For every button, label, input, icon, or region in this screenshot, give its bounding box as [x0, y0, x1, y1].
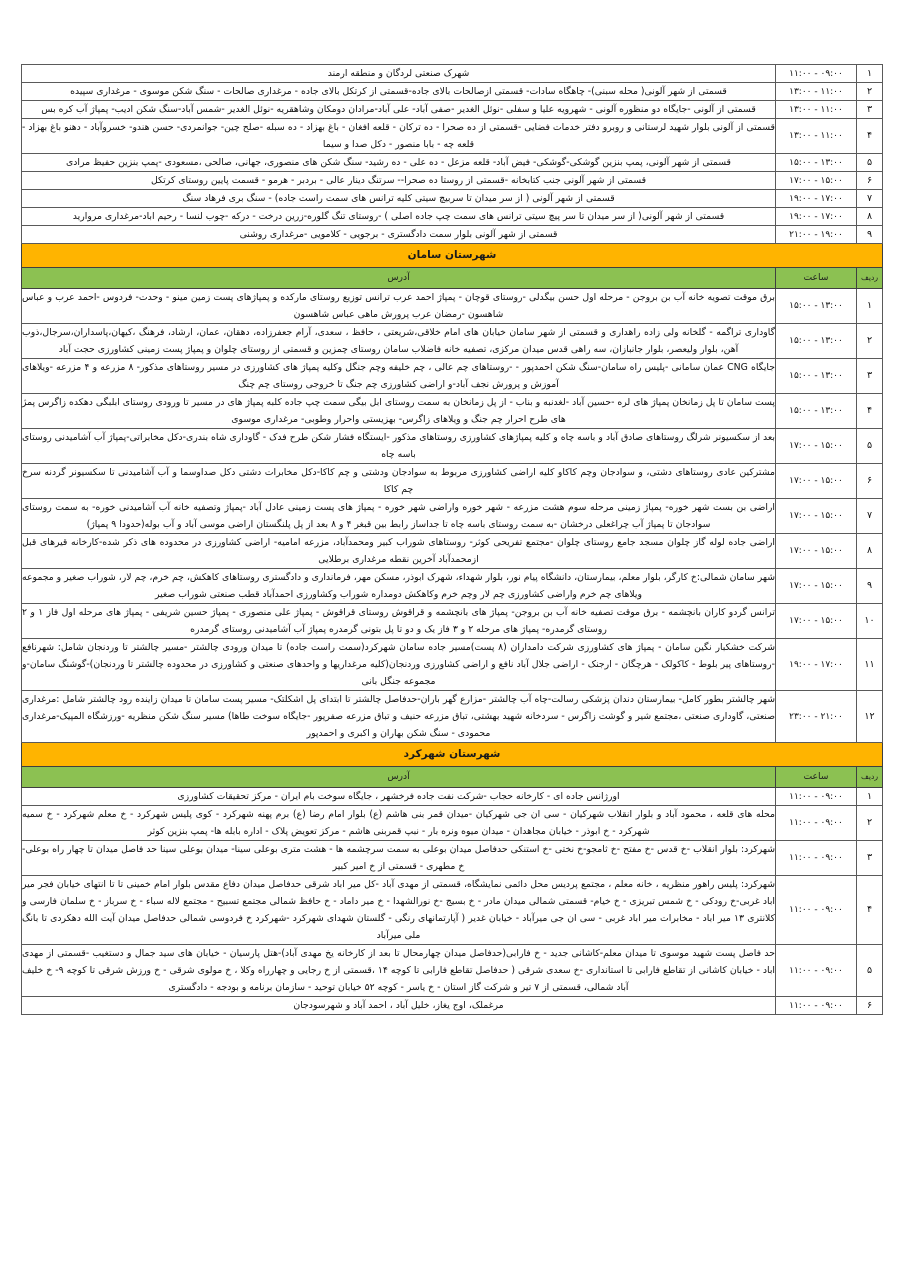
cell-time: ۰۹:۰۰ - ۱۱:۰۰ — [776, 876, 857, 945]
table-row — [22, 83, 883, 101]
table-row — [22, 806, 883, 841]
cell-address: پست سامان تا پل زمانخان پمپاژ های لره -حسین آباد -لغدنبه و بناب - از پل زمانخان به سمت روستای ابل بیگی سمت چپ جاده کلبه پمپاژ های در مسیر تا ورودی روستای ابلبگی دهکده زاگرس پمژ های طرح احرار چم جنگ و ویلاهای زاگرس- بهزیستی واحرار وطوبی- مرغداری موسوی — [22, 394, 776, 429]
cell-time: ۱۳:۰۰ - ۱۵:۰۰ — [776, 359, 857, 394]
cell-address: شرکت خشکبار نگین سامان - پمپاژ های کشاورزی شرکت دامداران (۸ پست)مسیر جاده سامان شهرکرد(سمت راست جاده) تا میدان ورودی چالشتر -مسیر چالشتر تا وردنجان شامل: شهرنافع -روستاهای پیر بلوط - کاکولک - هرچگان - ارجنک - اراضی جلال آباد نافع و اراضی کشاورزی وردنجان(کلیه مرغداریها و واحدهای صنعتی و کشاورزی در محدوده چالشتر تا وردنجان)-گوشنگ سامان-و مجموعه جنگل بانی — [22, 639, 776, 691]
cell-row-no: ۴ — [857, 394, 883, 429]
table-row — [22, 324, 883, 359]
cell-address: شهر چالشتر بطور کامل- بیمارستان دندان پزشکی رسالت-چاه آب چالشتر -مزارع گهر باران-حدفاصل چالشتر تا ابتدای پل اشکلتک- مسیر پست سامان تا میدان زاینده رود چالشتر شامل :مرغداری صنعتی، گاوداری صنعتی ،مجتمع شیر و گوشت زاگرس - سردخانه شهید بهشتی، تباق مزرعه حنیف و تباق مزرعه صفرپور -جایگاه سوخت طاها) مسیر سنگ شکن منظریه -ورزشگاه المپیک-مرغداری محمودی - سنگ شکن بهاران و اکبری و احمدپور — [22, 691, 776, 743]
cell-address: بعد از سکسیونر شرلگ روستاهای صادق آباد و باسه چاه و کلیه پمپاژهای کشاورزی روستاهای مذکور -ایستگاه فشار شکن طرح فدک - گاوداری شاه بندری-دکل مخابراتی-پمپاژ آب آشامیدنی روستای باسه چاه — [22, 429, 776, 464]
cell-time: ۰۹:۰۰ - ۱۱:۰۰ — [776, 945, 857, 997]
table-row — [22, 154, 883, 172]
outage-schedule-table — [21, 64, 883, 1015]
table-row — [22, 876, 883, 945]
section-header-label: شهرستان شهرکرد — [22, 743, 883, 767]
cell-row-no: ۸ — [857, 534, 883, 569]
cell-time: ۱۵:۰۰ - ۱۷:۰۰ — [776, 499, 857, 534]
cell-time: ۰۹:۰۰ - ۱۱:۰۰ — [776, 997, 857, 1015]
cell-row-no: ۷ — [857, 499, 883, 534]
cell-time: ۱۷:۰۰ - ۱۹:۰۰ — [776, 208, 857, 226]
table-row — [22, 119, 883, 154]
cell-row-no: ۴ — [857, 119, 883, 154]
table-body — [22, 65, 883, 1015]
cell-address: قسمتی از شهر آلونی، پمپ بنزین گوشکی-گوشکی- فیض آباد- قلعه مزعل - ده علی - ده رشید- سنگ شکن های منصوری، جهانی، صالحی ،مسعودی -پمپ بنزین حفیظ مرادی — [22, 154, 776, 172]
cell-row-no: ۹ — [857, 226, 883, 244]
table-row — [22, 394, 883, 429]
section-header-label: شهرستان سامان — [22, 244, 883, 268]
cell-time: ۱۱:۰۰ - ۱۳:۰۰ — [776, 101, 857, 119]
column-header-row-no: ردیف — [857, 767, 883, 788]
cell-row-no: ۱ — [857, 65, 883, 83]
cell-time: ۰۹:۰۰ - ۱۱:۰۰ — [776, 788, 857, 806]
cell-time: ۱۵:۰۰ - ۱۷:۰۰ — [776, 172, 857, 190]
cell-row-no: ۶ — [857, 464, 883, 499]
cell-address: شهرکرد: بلوار انقلاب -خ قدس -خ مفتح -خ ثامجو-خ نختی -خ استنکی حدفاصل میدان بوعلی به سمت سرچشمه ها - هشت متری بوعلی سینا- میدان بوعلی سینا حد فاصل میدان تا چهار راه بوعلی- خ مطهری - قسمتی از خ امیر کبیر — [22, 841, 776, 876]
cell-address: شهر سامان شمالی:خ کارگر، بلوار معلم، بیمارستان، دانشگاه پیام نور، بلوار شهداء، شهرک ابوذر، مسکن مهر، فرمانداری و دادگستری روستاهای کاهکش، چم خرم، چم لار، شوراب صغیر و مجموعه ویلاهای چم خرم واراضی کشاورزی چم لار وچم خرم وکاهکش دومداره شوراب وکشاورزی احمدآباد قطب صنعتی شوراب صغیر — [22, 569, 776, 604]
table-row — [22, 691, 883, 743]
cell-address: اراضی بن بست شهر خوره- پمپاژ زمینی مرحله سوم هشت مزرعه - شهر خوره واراضی شهر خوره - پمپاژ های پست زمینی عادل آباد -پمپاژ وتصفیه خانه آب آشامیدنی خوره- به سمت روستای سوادجان تا پمپاژ آب چراغعلی درخشان -به سمت روستای باسه چاه تا جداساز رابط بین قبغر ۴ و ۸ بعد از پل پلنگستان اراضی موسی آباد و آب بوله(حدودا ۹ پمپاژ) — [22, 499, 776, 534]
cell-row-no: ۶ — [857, 172, 883, 190]
cell-address: قسمتی از آلونی بلوار شهید لرستانی و روبرو دفتر خدمات فضایی -قسمتی از ده صحرا - ده ترکان - قلعه افغان - باغ بهزاد - ده سبله -صلح چین- جوانمردی- حسن هندو- خسروآباد - دهنو باغ بهزاد - قلعه چه - بابا منصور - دکل صدا و سیما — [22, 119, 776, 154]
cell-row-no: ۴ — [857, 876, 883, 945]
table-row — [22, 429, 883, 464]
table-row — [22, 841, 883, 876]
section-header-row — [22, 244, 883, 268]
cell-address: ترانس گردو کاران بانچشمه - برق موقت تصفیه خانه آب بن بروجن- پمپاژ های بانچشمه و قراقوش روستای قراقوش - پمپاژ علی منصوری - پمپاژ حسین شریفی - پمپاژ های مرحله اول فاز ۱ و ۲ روستای گرمدره- پمپاژ های مرحله ۲ و ۳ فاز یک و دو تا پل بتونی گرمدره پمپاژ آب آشامیدنی روستای گرمدره — [22, 604, 776, 639]
cell-row-no: ۱ — [857, 289, 883, 324]
cell-address: مشترکین عادی روستاهای دشتی، و سوادجان وچم کاکاو کلیه اراضی کشاورزی مربوط به سوادجان ودشتی و چم کاکا-دکل مخابرات دشتی دکل صداوسما و آب آشامیدنی تا سکسیونر گردنه سرخ چم کاکا — [22, 464, 776, 499]
cell-row-no: ۳ — [857, 841, 883, 876]
cell-row-no: ۱۲ — [857, 691, 883, 743]
cell-time: ۱۳:۰۰ - ۱۵:۰۰ — [776, 289, 857, 324]
cell-row-no: ۵ — [857, 429, 883, 464]
cell-time: ۱۷:۰۰ - ۱۹:۰۰ — [776, 639, 857, 691]
table-row — [22, 289, 883, 324]
cell-time: ۱۳:۰۰ - ۱۵:۰۰ — [776, 394, 857, 429]
cell-address: برق موقت تصویه خانه آب بن بروجن - مرحله اول حسن بیگدلی -روستای قوچان - پمپاژ احمد عرب ترانس توزیع روستای مارکده و پمپاژهای پست زمین مینو - وحدت- فردوس -احمد عرب و عباس شاهسون -رمضان عرب پرورش ماهی عباس شاهسون — [22, 289, 776, 324]
cell-time: ۱۵:۰۰ - ۱۷:۰۰ — [776, 604, 857, 639]
cell-time: ۱۳:۰۰ - ۱۵:۰۰ — [776, 324, 857, 359]
table-row — [22, 226, 883, 244]
table-row — [22, 499, 883, 534]
table-row — [22, 208, 883, 226]
cell-row-no: ۷ — [857, 190, 883, 208]
table-row — [22, 604, 883, 639]
column-header-row — [22, 767, 883, 788]
cell-row-no: ۱۱ — [857, 639, 883, 691]
cell-time: ۰۹:۰۰ - ۱۱:۰۰ — [776, 65, 857, 83]
cell-row-no: ۸ — [857, 208, 883, 226]
cell-time: ۱۹:۰۰ - ۲۱:۰۰ — [776, 226, 857, 244]
cell-address: قسمتی از شهر آلونی( از سر میدان تا سر پیچ سیتی ترانس های سمت چپ جاده اصلی ) -روستای تنگ گلوره-زرین درخت - درکه -چوب لنسا - رحیم اباد-مرغداری مروارید — [22, 208, 776, 226]
cell-time: ۱۵:۰۰ - ۱۷:۰۰ — [776, 534, 857, 569]
cell-row-no: ۶ — [857, 997, 883, 1015]
cell-address: محله های قلعه ، محمود آباد و بلوار انقلاب شهرکیان - سی ان جی شهرکیان -میدان قمر بنی هاشم (ع) بلوار امام رضا (ع) برم پهنه شهرکرد - کوی پلیس شهرکرد - خ معلم شهرکرد - خ سمیه شهرکرد - خ ابوذر - خیابان مجاهدان - میدان میوه ونره بار - نبپ قمربنی هاشم - مرکز تعویض پلاک - اداره بابله ها- پمپ بنزین کوثر — [22, 806, 776, 841]
table-row — [22, 639, 883, 691]
column-header-address: آدرس — [22, 268, 776, 289]
cell-time: ۱۱:۰۰ - ۱۳:۰۰ — [776, 83, 857, 101]
cell-time: ۰۹:۰۰ - ۱۱:۰۰ — [776, 841, 857, 876]
table-row — [22, 172, 883, 190]
table-row — [22, 945, 883, 997]
cell-address: مرغملک، اوج یغاز، خلیل آباد ، احمد آباد و شهرسودجان — [22, 997, 776, 1015]
cell-row-no: ۵ — [857, 945, 883, 997]
table-row — [22, 534, 883, 569]
cell-time: ۱۵:۰۰ - ۱۷:۰۰ — [776, 429, 857, 464]
cell-address: شهرکرد: پلیس راهور منظریه ، خانه معلم ، مجتمع پردیس محل دائمی نمایشگاه، قسمتی از مهدی آباد -کل میر اباد شرقی حدفاصل میدان دفاع مقدس بلوار امام خمینی تا تا انتهای خیابان فجر میر اباد غربی-خ رودکی - خ شمس تبریزی - خ خیام- قسمتی شمالی میدان مادر - خ بسیج -خ نورالشهدا - خ میر داماد - خ حافظ شمالی مجتمع تسبیح - مجتمع لاله سباء - خ سرباز - خ سلمان فارسی و کلانتری ۱۳ میر اباد - مخابرات میر اباد غربی - سی ان جی میرآباد - خیابان غدیر ( آپارتمانهای رنگی - گلستان شهدای شهرکرد -شهرکرد خ فردوسی شمالی حدفاصل میدان آیت الله دهکردی تا بانگ ملی میرآباد — [22, 876, 776, 945]
cell-address: قسمتی از شهر آلونی بلوار سمت دادگستری - برجویی - کلامویی -مرغداری روشنی — [22, 226, 776, 244]
table-row — [22, 65, 883, 83]
cell-row-no: ۲ — [857, 324, 883, 359]
cell-address: اراضی جاده لوله گاز چلوان مسجد جامع روستای چلوان -مجتمع تفریحی کوثر- روستاهای شوراب کبیر ومحمدآباد، مزرعه امامیه- اراضی کشاورزی در محدوده های ذکر شده-کارخانه قیرهای قبل ازمحمدآباد آخرین نقطه مرغداری برطلایی — [22, 534, 776, 569]
table-row — [22, 788, 883, 806]
cell-address: شهرک صنعتی لردگان و منطقه ارمند — [22, 65, 776, 83]
table-row — [22, 569, 883, 604]
table-row — [22, 997, 883, 1015]
cell-time: ۱۷:۰۰ - ۱۹:۰۰ — [776, 190, 857, 208]
cell-address: قسمتی از شهر آلونی جنب کتابخانه -قسمتی از روستا ده صحرا-- سرتنگ دینار عالی - بردبر - هرمو - قسمت پایین روستای کرتکل — [22, 172, 776, 190]
cell-row-no: ۹ — [857, 569, 883, 604]
cell-row-no: ۱۰ — [857, 604, 883, 639]
cell-time: ۲۱:۰۰ - ۲۳:۰۰ — [776, 691, 857, 743]
column-header-row — [22, 268, 883, 289]
table-row — [22, 190, 883, 208]
cell-address: جایگاه CNG عمان سامانی -پلیس راه سامان-سنگ شکن احمدپور - -روستاهای چم عالی ، چم خلیفه وچم جنگل وکلیه پمپاژ های کشاورزی در مسیر روستاهای مذکور- ۸ مزرعه و ۴ مزرعه -ویلاهای آموزش و پرورش نجف آباد-و اراضی کشاورزی چم جنگ تا خروجی روستای چم چنگ — [22, 359, 776, 394]
cell-row-no: ۱ — [857, 788, 883, 806]
cell-time: ۱۳:۰۰ - ۱۵:۰۰ — [776, 154, 857, 172]
cell-time: ۱۵:۰۰ - ۱۷:۰۰ — [776, 464, 857, 499]
column-header-address: آدرس — [22, 767, 776, 788]
cell-address: حد فاصل پست شهید موسوی تا میدان معلم-کاشانی جدید - خ فارابی(حدفاصل میدان چهارمحال تا بعد از کارخانه یخ مهدی آباد)-هتل پارسیان - خیابان های سید جمال و دستغیب -قسمتی از مهدی اباد - خیابان کاشانی از تقاطع فارابی تا استانداری -خ سعدی شرقی ( حدفاصل تقاطع فارابی تا کوچه ۱۴ ،قسمتی از خ رجایی و چهارراه وکلا ، خ مولوی شرقی - خ ورزش شرقی تا کوچه ۹- خ خلیف آباد شمالی، قسمتی از ۷ تیر و شرکت گاز استان - خ یاسر - کوچه ۵۲ خیابان توحید - سازمان برنامه و بودجه - دادگستری — [22, 945, 776, 997]
cell-row-no: ۳ — [857, 101, 883, 119]
cell-row-no: ۵ — [857, 154, 883, 172]
cell-address: قسمتی از شهر آلونی( محله سبنی)- چاهگاه سادات- قسمتی ازصالحات بالای جاده-قسمتی از کرتکل بالای جاده - مرغداری صالحات - سنگ شکن موسوی - مرغداری سپیده — [22, 83, 776, 101]
cell-address: اورژانس جاده ای - کارخانه حجاب -شرکت نفت جاده فرخشهر ، جایگاه سوخت بام ایران - مرکز تحقیقات کشاورزی — [22, 788, 776, 806]
cell-time: ۱۵:۰۰ - ۱۷:۰۰ — [776, 569, 857, 604]
cell-time: ۱۱:۰۰ - ۱۳:۰۰ — [776, 119, 857, 154]
section-header-row — [22, 743, 883, 767]
cell-row-no: ۲ — [857, 83, 883, 101]
column-header-time: ساعت — [776, 767, 857, 788]
cell-address: گاوداری تراگمه - گلخانه ولی زاده راهداری و قسمتی از شهر سامان خیابان های امام خلاقی،شریعتی ، حافظ ، سعدی، آرام جعفرزاده، دهقان، عمان، ارشاد، فرهنگ ،کیهان،پاسداران،سرجال،ذوب آهن، بلوار ولیعصر، بلوار جانبازان، سه راهی قدس میدان مرکزی، تصفیه خانه فاضلاب سامان روستای چمزین و قسمتی از روستای چلوان و پمپاژ پست زمینی کشاورزی حجت آباد — [22, 324, 776, 359]
cell-time: ۰۹:۰۰ - ۱۱:۰۰ — [776, 806, 857, 841]
cell-address: قسمتی از آلونی -جایگاه دو منظوره آلونی - شهرویه علیا و سفلی -نوئل الغدیر -صفی آباد- علی آباد-مرادان دومکان وشاهقریه -نوئل الغدیر -شمس آباد-سنگ شکن ادیب- پمپاژ آب کره بس — [22, 101, 776, 119]
cell-address: قسمتی از شهر آلونی ( از سر میدان تا سربیچ سیتی کلیه ترانس های سمت راست جاده) - سنگ بری فرهاد سنگ — [22, 190, 776, 208]
table-row — [22, 464, 883, 499]
column-header-row-no: ردیف — [857, 268, 883, 289]
cell-row-no: ۳ — [857, 359, 883, 394]
cell-row-no: ۲ — [857, 806, 883, 841]
table-row — [22, 359, 883, 394]
column-header-time: ساعت — [776, 268, 857, 289]
table-row — [22, 101, 883, 119]
